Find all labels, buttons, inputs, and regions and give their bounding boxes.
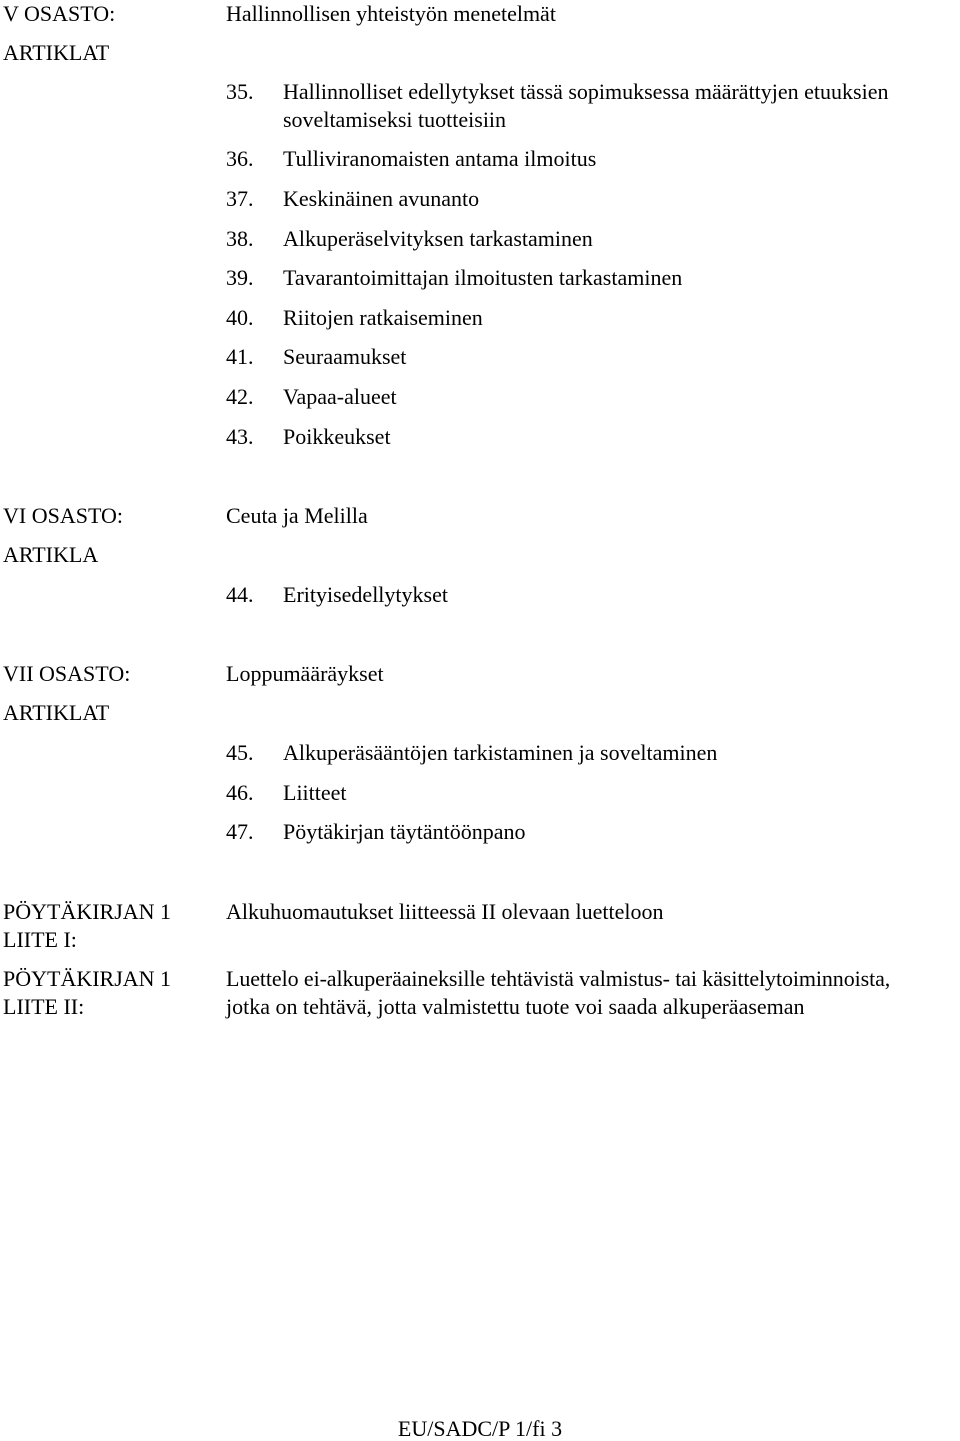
article-40-text: Riitojen ratkaiseminen [283,305,483,330]
article-45-text: Alkuperäsääntöjen tarkistaminen ja soveltaminen [283,740,718,765]
article-43-number: 43. [226,424,254,449]
article-44-text: Erityisedellytykset [283,582,448,607]
annex-i-label-line1: PÖYTÄKIRJAN 1 [3,899,172,924]
article-45-number: 45. [226,740,254,765]
annex-i-text: Alkuhuomautukset liitteessä II olevaan luetteloon [226,899,664,924]
annex-ii-text-line1: Luettelo ei-alkuperäaineksille tehtävistä valmistus- tai käsittelytoiminnoista, [226,966,891,991]
article-36-text: Tulliviranomaisten antama ilmoitus [283,146,597,171]
article-38-number: 38. [226,226,254,251]
article-41-number: 41. [226,344,254,369]
article-47-number: 47. [226,819,254,844]
part-v-label: V OSASTO: [3,1,116,26]
part-vi-label: VI OSASTO: [3,503,124,528]
article-37-text: Keskinäinen avunanto [283,186,480,211]
part-vii-title: Loppumääräykset [226,661,384,686]
annex-i-label-line2: LIITE I: [3,927,77,952]
article-44-number: 44. [226,582,254,607]
article-42-text: Vapaa-alueet [283,384,397,409]
part-vii-label: VII OSASTO: [3,661,131,686]
part-v-title: Hallinnollisen yhteistyön menetelmät [226,1,556,26]
article-41-text: Seuraamukset [283,344,407,369]
article-46-number: 46. [226,780,254,805]
part-vi-title: Ceuta ja Melilla [226,503,368,528]
article-38-text: Alkuperäselvityksen tarkastaminen [283,226,593,251]
article-35-text-continued: soveltamiseksi tuotteisiin [283,107,507,132]
article-35-text: Hallinnolliset edellytykset tässä sopimuksessa määrättyjen etuuksien [283,79,889,104]
article-36-number: 36. [226,146,254,171]
page-footer: EU/SADC/P 1/fi 3 [397,1416,563,1441]
part-vi-articles-label: ARTIKLA [3,542,99,567]
article-40-number: 40. [226,305,254,330]
part-vii-articles-label: ARTIKLAT [3,700,110,725]
annex-ii-label-line2: LIITE II: [3,994,85,1019]
article-35-number: 35. [226,79,254,104]
article-46-text: Liitteet [283,780,347,805]
article-37-number: 37. [226,186,254,211]
part-v-articles-label: ARTIKLAT [3,40,110,65]
annex-ii-text-line2: jotka on tehtävä, jotta valmistettu tuote voi saada alkuperäaseman [226,994,805,1019]
article-39-number: 39. [226,265,254,290]
annex-ii-label-line1: PÖYTÄKIRJAN 1 [3,966,172,991]
article-43-text: Poikkeukset [283,424,391,449]
article-47-text: Pöytäkirjan täytäntöönpano [283,819,526,844]
article-42-number: 42. [226,384,254,409]
article-39-text: Tavarantoimittajan ilmoitusten tarkastaminen [283,265,683,290]
